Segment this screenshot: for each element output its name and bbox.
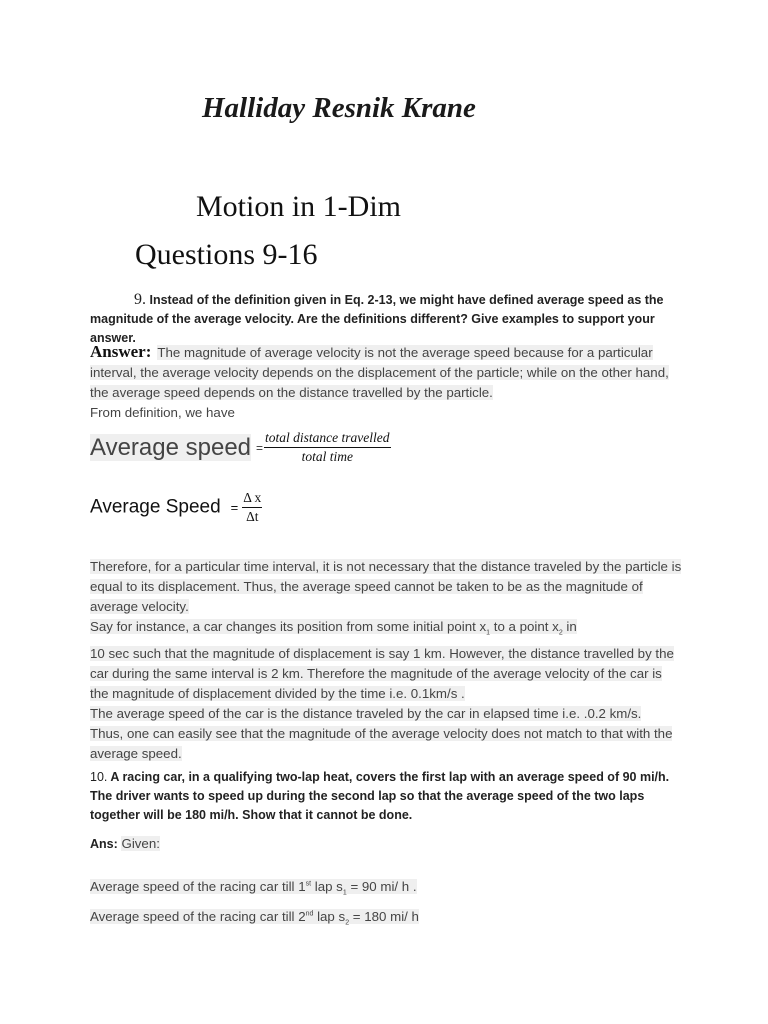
definition-intro: From definition, we have [90,405,235,420]
explanation-line-2: Say for instance, a car changes its position from some initial point $x_1$ to a point $x_2$ in [90,619,577,637]
formula-2-fraction [242,490,262,525]
formula-2-denominator: Δt [246,509,259,524]
given-line-1: Average speed of the racing car till 1st lap $s_1 = 90$ mi/ h . [90,879,417,898]
average-speed-formula-1 [90,430,391,470]
formula-2-label: Average Speed [90,496,221,518]
question-10-number: 10. [90,770,108,784]
explanation-line-5: Thus, one can easily see that the magnitude of the average velocity does not match to that with the average speed. [90,725,673,761]
answer-label: Answer: [90,342,152,361]
formula-1-denominator: total time [301,449,353,464]
question-9-text: Instead of the definition given in Eq. 2-13, we might have defined average speed as the magnitude of the average velocity. Are the definitions different? Give examples to support your answer. [90,293,664,345]
explanation-line-3: 10 sec such that the magnitude of displacement is say 1 km. However, the distance travelled by the car during the same interval is 2 km. Therefore the magnitude of the average velocity of the car is the magnitude of displacement divided by the time i.e. 0.1km/s . [90,645,674,701]
questions-range-title: Questions 9-16 [135,238,318,271]
authors-heading: Halliday Resnik Krane [202,92,476,124]
given-line-2: Average speed of the racing car till 2nd lap $s_2 = 180$ mi/ h [90,908,419,927]
chapter-title: Motion in 1-Dim [196,190,402,223]
formula-1-fraction [264,430,390,465]
formula-2-equals: = [230,500,239,515]
answer-9-block [90,342,682,423]
given-label: Given: [121,836,160,851]
question-9 [90,290,680,348]
answer-10-given [90,836,160,851]
given-values-block [90,875,419,933]
explanation-block [90,557,682,764]
formula-2-numerator: Δ x [242,490,262,508]
explanation-line-4: The average speed of the car is the distance traveled by the car in elapsed time i.e. .0.2 km/s. [90,705,642,721]
formula-1-equals: = [256,440,264,455]
question-9-number: 9. [134,291,146,308]
question-10 [90,768,685,825]
question-10-text: A racing car, in a qualifying two-lap heat, covers the first lap with an average speed of 90 mi/h. The driver wants to speed up during the second lap so that the average speed of the two laps together will be 180 mi/h. Show that it cannot be done. [90,770,670,822]
formula-1-numerator: total distance travelled [264,430,390,448]
answer-10-label: Ans: [90,837,118,851]
answer-9-paragraph: The magnitude of average velocity is not the average speed because for a particular interval, the average velocity depends on the displacement of the particle; while on the other hand, the average speed depends on the distance travelled by the particle. [90,345,669,400]
formula-1-label: Average speed [90,433,252,461]
average-speed-formula-2 [90,490,262,530]
explanation-line-1: Therefore, for a particular time interval, it is not necessary that the distance traveled by the particle is equal to its displacement. Thus, the average speed cannot be taken to be as the magnitude of average velocity. [90,559,682,614]
